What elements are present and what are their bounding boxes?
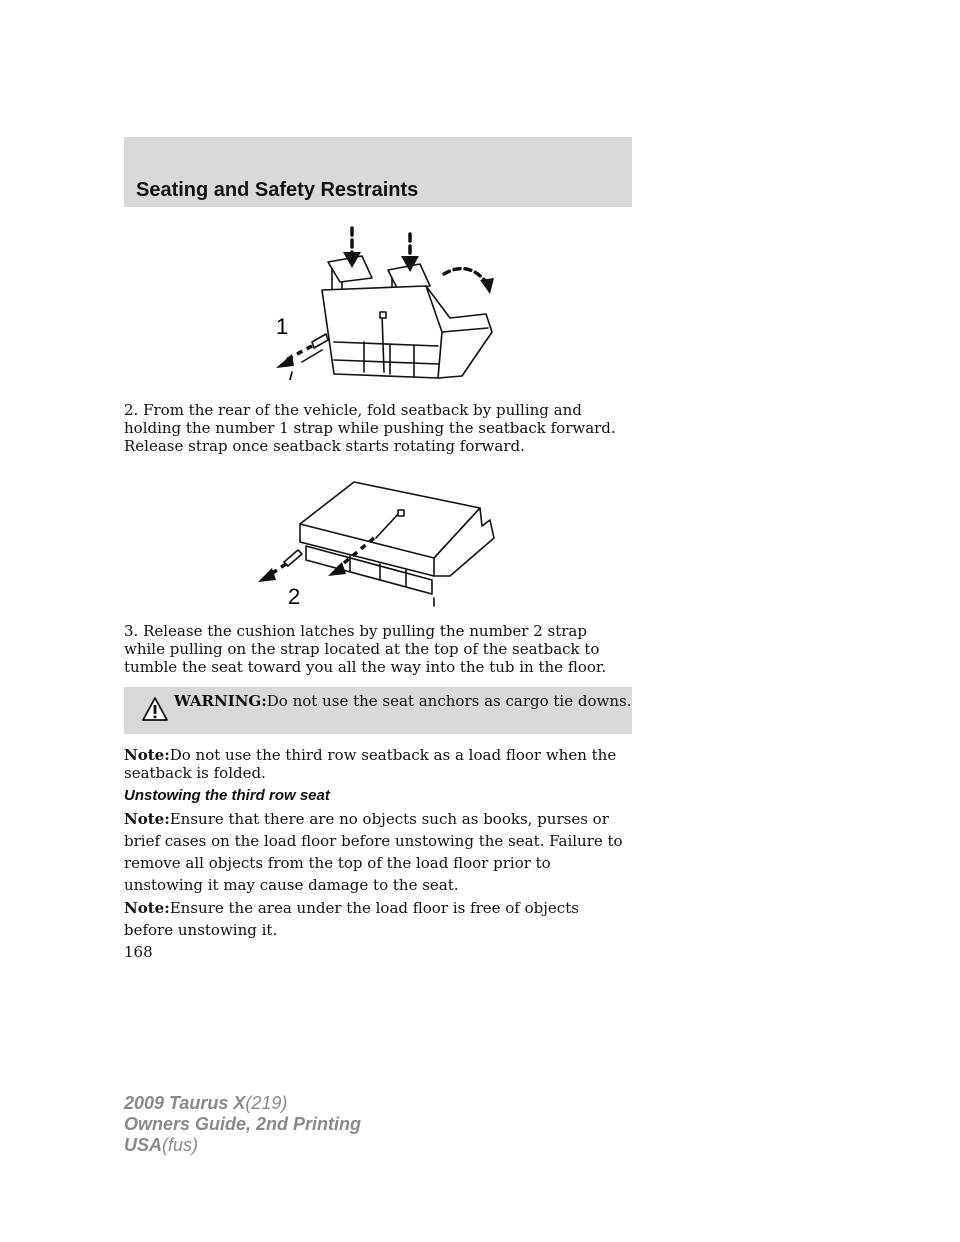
note-2-text: Ensure that there are no objects such as books, purses or brief cases on the load floor before unstowing the seat. Failure to remove all objects from the top of the load floor prior to unstowing it may cause damage to the seat. [124, 810, 623, 894]
note-2 [124, 808, 632, 896]
note-2-label: Note: [124, 810, 170, 828]
footer-market: USA [124, 1135, 163, 1155]
step-2-text: 2. From the rear of the vehicle, fold seatback by pulling and holding the number 1 strap while pushing the seatback forward. Release strap once seatback starts rotating forward. [124, 401, 616, 455]
note-1-text: Do not use the third row seatback as a load floor when the seatback is folded. [124, 746, 617, 782]
subheading-unstowing: Unstowing the third row seat [124, 787, 330, 804]
warning-triangle-icon [142, 697, 168, 721]
note-3 [124, 897, 632, 941]
section-header-band [124, 137, 632, 207]
footer-model-code: (219) [245, 1093, 288, 1113]
section-title: Seating and Safety Restraints [136, 179, 419, 201]
note-1-label: Note: [124, 746, 170, 764]
footer-model: 2009 Taurus X [124, 1093, 246, 1113]
seat-tumble-illustration [254, 476, 504, 610]
footer-printing: Owners Guide, 2nd Printing [124, 1114, 362, 1134]
warning-message: Do not use the seat anchors as cargo tie downs. [266, 692, 632, 710]
note-3-text: Ensure the area under the load floor is free of objects before unstowing it. [124, 899, 579, 939]
callout-2-label: 2 [288, 584, 301, 609]
warning-label: WARNING: [174, 692, 267, 710]
note-3-label: Note: [124, 899, 170, 917]
print-footer [124, 1093, 361, 1156]
page-number: 168 [124, 943, 153, 961]
warning-box [124, 687, 632, 734]
note-1 [124, 746, 632, 782]
footer-market-code: (fus) [162, 1135, 199, 1155]
step-3-text: 3. Release the cushion latches by pulling the number 2 strap while pulling on the strap located at the top of the seatback to tumble the seat toward you all the way into the tub in the floor. [124, 622, 607, 676]
warning-text [174, 692, 631, 710]
callout-1-label: 1 [276, 314, 289, 339]
seatback-fold-illustration [262, 222, 502, 380]
